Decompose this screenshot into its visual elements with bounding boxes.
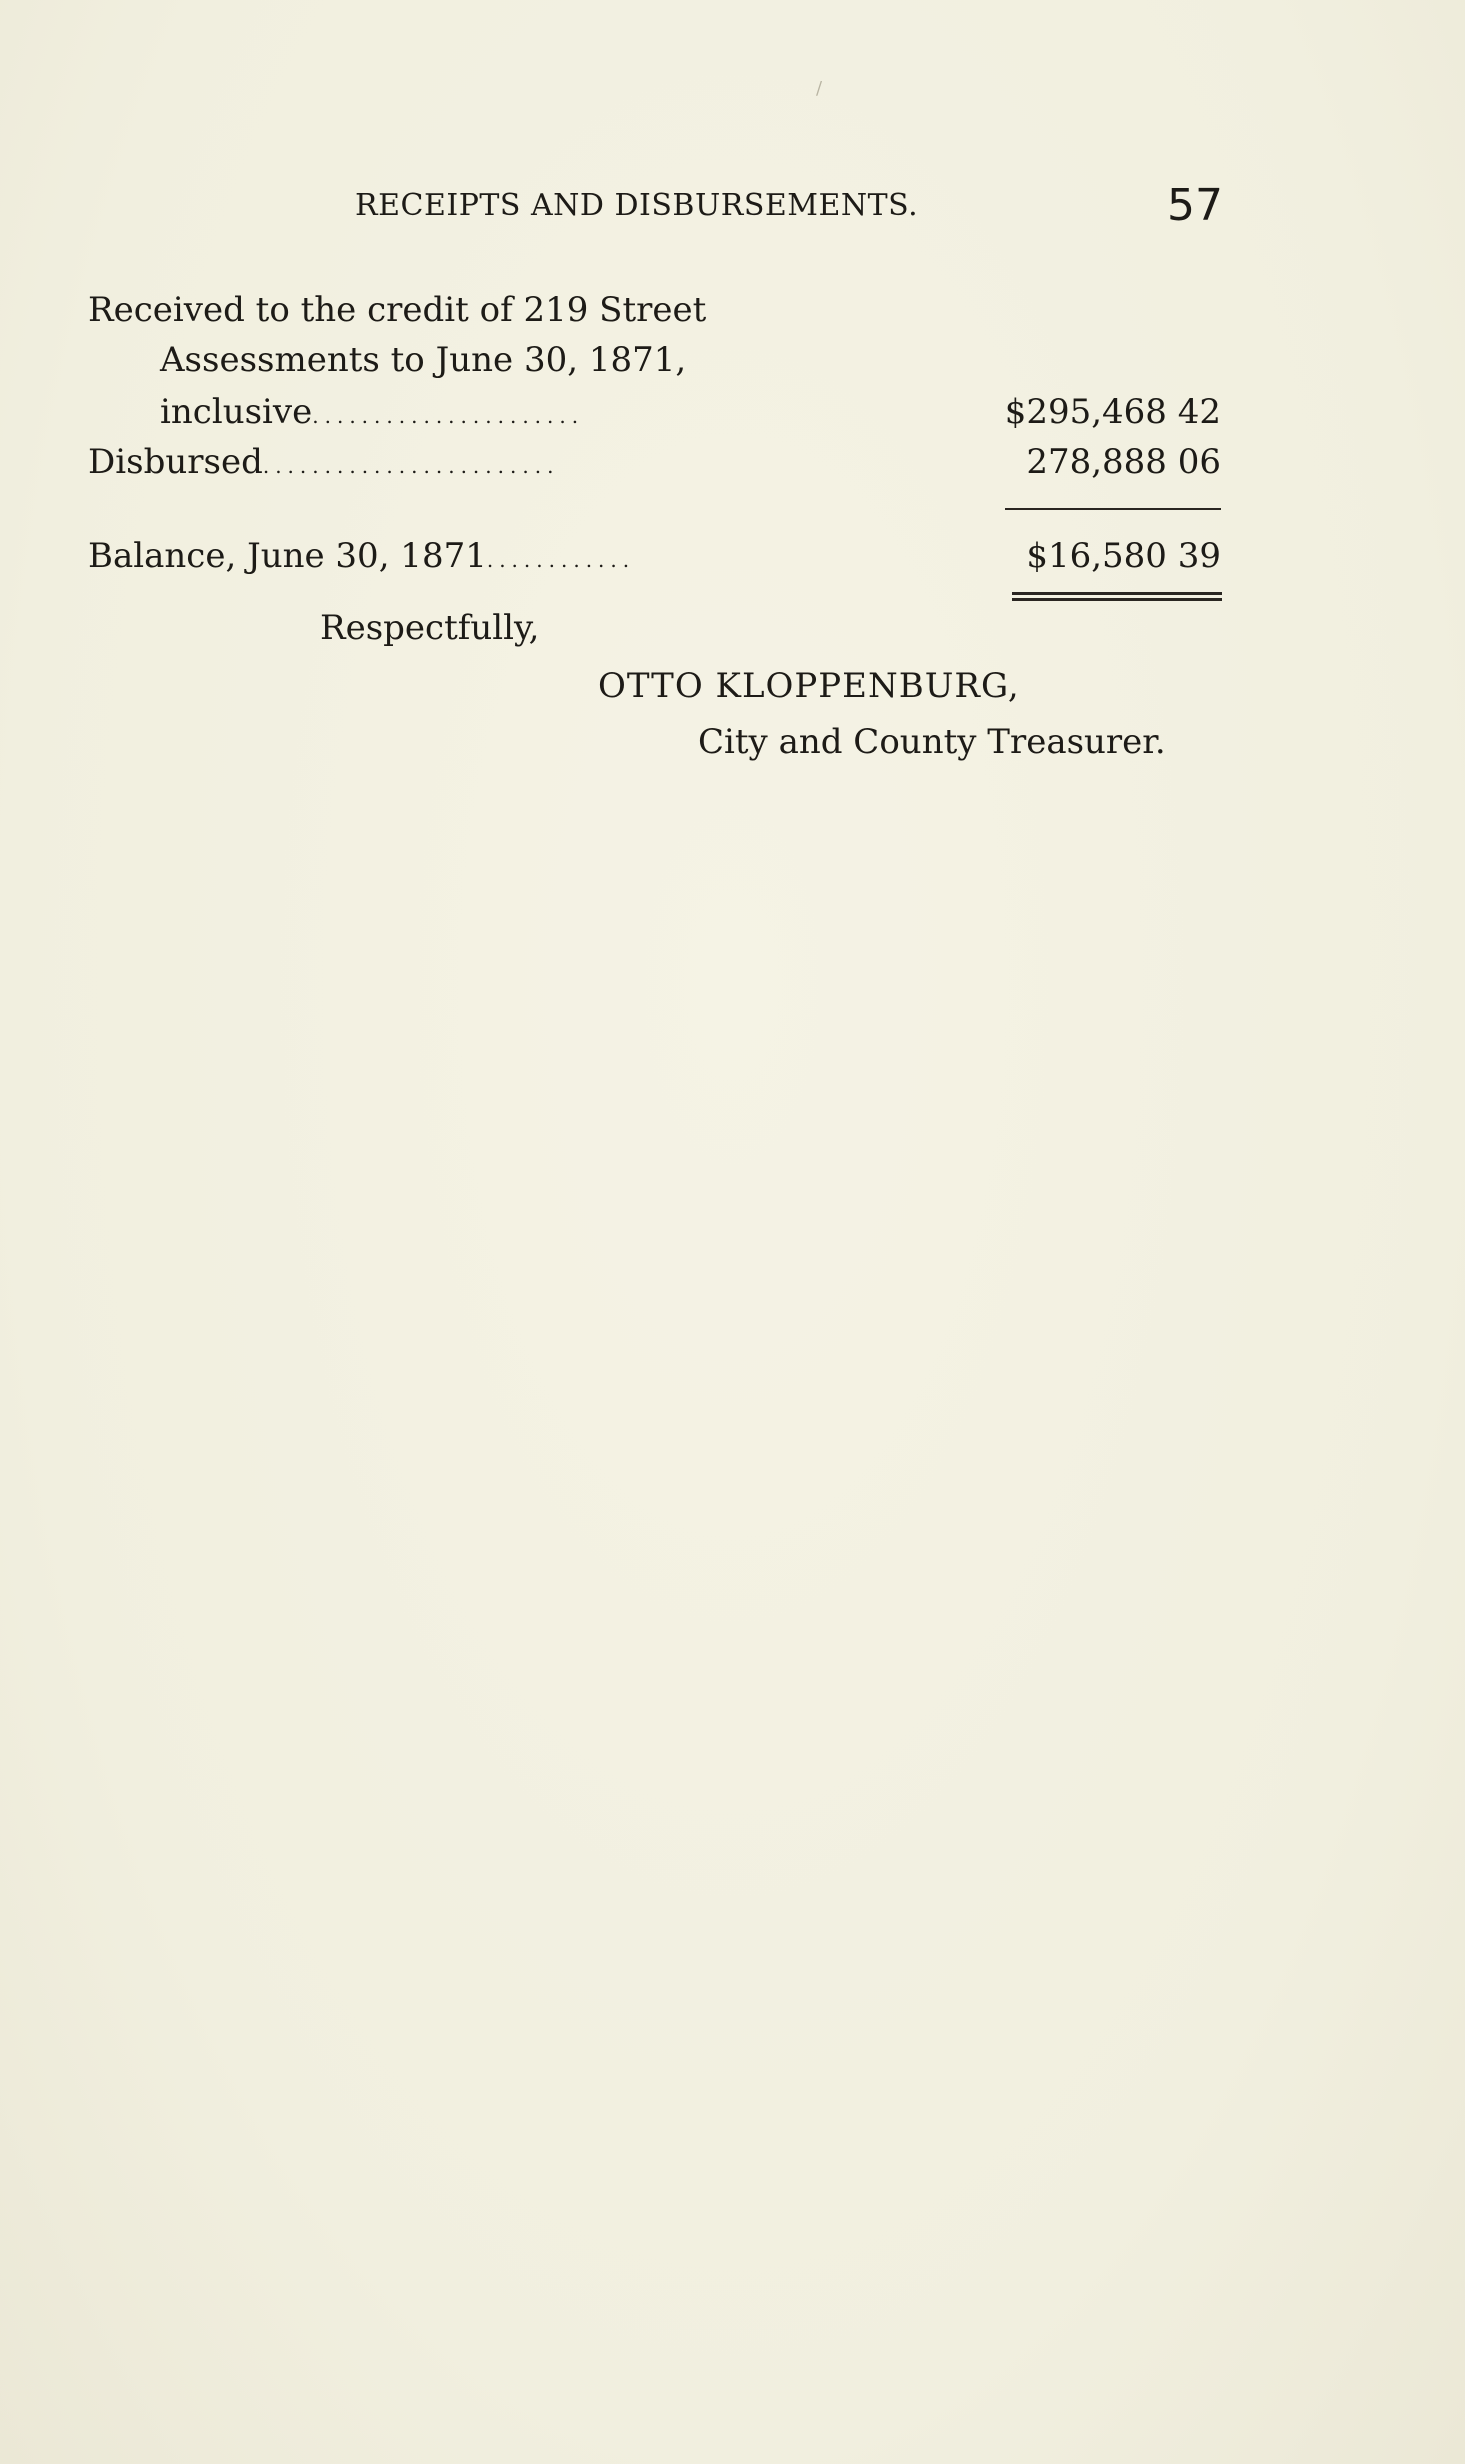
- received-amount: $295,468 42: [1004, 392, 1221, 432]
- balance-line: [88, 536, 635, 576]
- stray-mark: /: [816, 78, 823, 99]
- received-text-1: Received to the credit of 219 Street: [88, 290, 707, 330]
- received-text-2: Assessments to June 30, 1871,: [160, 340, 687, 380]
- received-text-3: inclusive: [160, 392, 313, 432]
- balance-amount: $16,580 39: [1026, 536, 1221, 576]
- dot-leader: ......................: [312, 404, 585, 428]
- disbursed-line: [88, 442, 559, 482]
- received-line-1: [88, 290, 706, 330]
- total-double-rule: [1012, 592, 1222, 601]
- signatory-name: OTTO KLOPPENBURG,: [598, 666, 1020, 706]
- subtotal-rule: [1005, 508, 1221, 510]
- balance-label: Balance, June 30, 1871: [88, 536, 487, 576]
- received-line-3: [160, 392, 584, 432]
- dot-leader: ............: [486, 548, 636, 572]
- received-line-2: [160, 340, 686, 380]
- running-header: RECEIPTS AND DISBURSEMENTS.: [355, 188, 919, 223]
- disbursed-amount: 278,888 06: [1026, 442, 1221, 482]
- disbursed-label: Disbursed: [88, 442, 263, 482]
- signatory-title: City and County Treasurer.: [698, 722, 1166, 762]
- dot-leader: ........................: [262, 454, 560, 478]
- closing-respectfully: Respectfully,: [320, 608, 540, 648]
- page-number: 57: [1167, 180, 1223, 231]
